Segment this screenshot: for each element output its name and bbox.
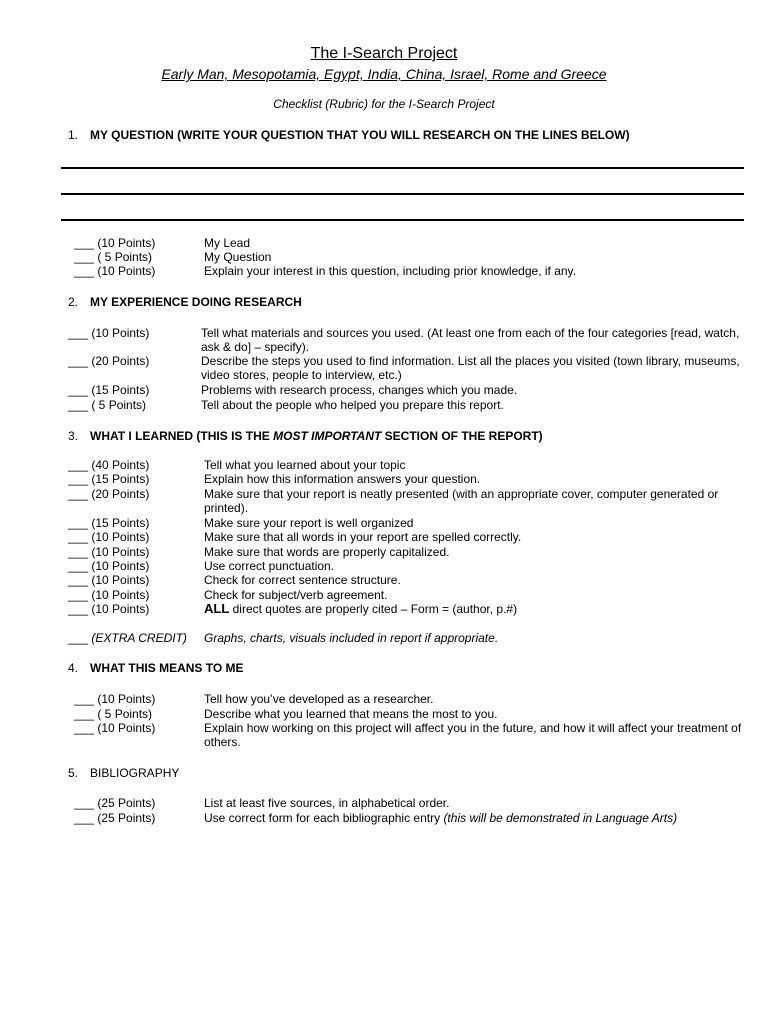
checklist-caption: Checklist (Rubric) for the I-Search Project [273,97,495,111]
criteria-text: Make sure that words are properly capitalized. [204,545,450,559]
criteria-text [204,602,749,616]
points-label: ___ (10 Points) [68,326,150,340]
criteria-text: Explain your interest in this question, including prior knowledge, if any. [204,264,576,278]
points-label: ___ (10 Points) [68,588,150,602]
points-label: ___ (10 Points) [74,692,156,706]
criteria-text: Describe what you learned that means the most to you. [204,707,498,721]
section-3-heading [68,429,543,443]
points-label: ___ (10 Points) [74,236,156,250]
points-label: ___ (10 Points) [74,721,156,735]
points-label: ___ (10 Points) [68,602,150,616]
section-4-heading [68,661,244,675]
criteria-text: Make sure that your report is neatly presented (with an appropriate cover, computer generated or printed). [204,487,719,516]
section-1-heading [68,128,630,142]
criteria-note: (this will be demonstrated in Language Arts) [443,811,678,825]
section-number: 3. [68,429,79,443]
points-label: ___ (10 Points) [74,264,156,278]
points-label: ___ (10 Points) [68,530,150,544]
points-label: ___ ( 5 Points) [68,398,147,412]
points-label: ___ (15 Points) [68,383,150,397]
criteria-text [204,811,749,825]
points-label: ___ (25 Points) [74,811,156,825]
criteria-text: Check for subject/verb agreement. [204,588,388,602]
page-title: The I-Search Project [310,45,458,62]
criteria-text: Tell what materials and sources you used. (At least one from each of the four categories [read, watch, ask & do] – specify). [201,326,740,355]
extra-credit-label: (EXTRA CREDIT) [91,631,187,645]
answer-line [61,219,744,221]
points-label: ___ (25 Points) [74,796,156,810]
points-label: ___ (10 Points) [68,573,150,587]
criteria-text: My Lead [204,236,251,250]
section-title: MY EXPERIENCE DOING RESEARCH [90,295,302,309]
criteria-text: Tell about the people who helped you prepare this report. [201,398,504,412]
criteria-text: List at least five sources, in alphabetical order. [204,796,450,810]
section-title-part: WHAT I LEARNED (THIS IS THE [90,429,274,443]
section-title [90,429,543,443]
criteria-text: Describe the steps you used to find information. List all the places you visited (town library, museums, video stores, people to interview, etc.) [201,354,740,383]
points-label: ___ (40 Points) [68,458,150,472]
points-label: ___ ( 5 Points) [74,707,153,721]
criteria-text: Tell how you’ve developed as a researcher. [204,692,434,706]
section-2-heading [68,295,302,309]
criteria-text: Make sure that all words in your report are spelled correctly. [204,530,522,544]
section-number: 4. [68,661,79,675]
answer-line [61,193,744,195]
section-number: 1. [68,128,79,142]
extra-credit-blank: ___ [68,631,92,645]
section-number: 5. [68,766,79,780]
section-title: BIBLIOGRAPHY [90,766,180,780]
criteria-emphasis: ALL [204,601,230,616]
section-title-emphasis: MOST IMPORTANT [273,429,382,443]
criteria-text: Explain how working on this project will affect you in the future, and how it will affect your treatment of others. [204,721,742,750]
page-subtitle: Early Man, Mesopotamia, Egypt, India, China, Israel, Rome and Greece [161,66,607,82]
criteria-text-rest: Use correct form for each bibliographic entry [204,811,444,825]
criteria-text: Make sure your report is well organized [204,516,414,530]
criteria-text: Tell what you learned about your topic [204,458,406,472]
section-number: 2. [68,295,79,309]
criteria-text: My Question [204,250,272,264]
criteria-text: Problems with research process, changes which you made. [201,383,518,397]
points-label: ___ (20 Points) [68,487,150,501]
criteria-text: Use correct punctuation. [204,559,335,573]
points-label: ___ (15 Points) [68,516,150,530]
points-label: ___ (15 Points) [68,472,150,486]
points-label: ___ (20 Points) [68,354,150,368]
points-label: ___ (10 Points) [68,559,150,573]
criteria-text: Graphs, charts, visuals included in report if appropriate. [204,631,499,645]
section-5-heading [68,766,179,780]
points-label [68,631,187,645]
criteria-text: Explain how this information answers your question. [204,472,481,486]
section-title-part: SECTION OF THE REPORT) [381,429,543,443]
points-label: ___ (10 Points) [68,545,150,559]
section-title: MY QUESTION (WRITE YOUR QUESTION THAT YOU WILL RESEARCH ON THE LINES BELOW) [90,128,630,142]
criteria-text: Check for correct sentence structure. [204,573,401,587]
criteria-text-rest: direct quotes are properly cited – Form = (author, p.#) [229,602,518,616]
points-label: ___ ( 5 Points) [74,250,153,264]
answer-line [61,167,744,169]
section-title: WHAT THIS MEANS TO ME [90,661,244,675]
